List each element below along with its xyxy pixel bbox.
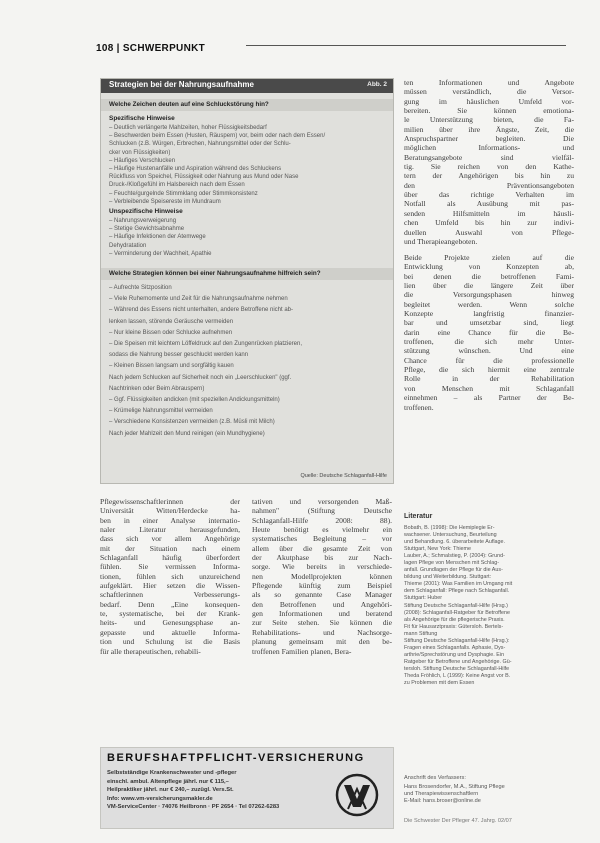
body-text-line: chen Umfeld bis hin zur indivi- — [404, 218, 574, 228]
strategy-item: lenken lassen, störende Geräusche vermeiden — [109, 318, 234, 325]
box-question-2-text: Welche Strategien können bei einer Nahrungsaufnahme hilfreich sein? — [109, 270, 321, 277]
literature-entry-line: Thieme (2001): Was Familien im Umgang mit — [404, 581, 513, 588]
strategy-item: Nach jeder Mahlzeit den Mund reinigen (ein Mundhygiene) — [109, 430, 265, 437]
body-text-line: möglichen Informations- und — [404, 143, 574, 153]
unspecific-hint-item: – Verminderung der Wachheit, Apathie — [109, 250, 212, 257]
body-text-line: bei denen die betroffenen Fami- — [404, 271, 574, 281]
strategy-item: – Die Speisen mit leichtem Löffeldruck auf den Zungenrücken platzieren, — [109, 341, 302, 347]
body-text-line: gepasste und aktuelle Informa- — [100, 627, 240, 637]
literature-title: Literatur — [404, 513, 433, 520]
info-box — [100, 78, 394, 484]
body-text-line: Beide Projekte zielen auf die — [404, 253, 574, 262]
right-column-text-2 — [404, 253, 574, 412]
strategy-item: – Kleinen Bissen langsam und sorgfältig kauen — [109, 363, 234, 370]
body-text-line: duellen Auswahl von Pflege- — [404, 227, 574, 237]
body-text-line: te, systematische, bei der Krank- — [100, 609, 240, 619]
specific-hint-item: – Beschwerden beim Essen (Husten, Räuspern) vor, beim oder nach dem Essen/ — [109, 133, 326, 140]
strategy-item: – Ggf. Flüssigkeiten andicken (mit speziellen Andickungsmitteln) — [109, 397, 280, 403]
body-text-line: den Präventionsangeboten — [404, 180, 574, 190]
strategy-item: – Aufrechte Sitzposition — [109, 285, 172, 291]
body-text-line: sorge. Wie bereits in verschiede- — [252, 562, 392, 572]
body-text-line: troffenen. — [404, 402, 434, 412]
body-text-line: Pflege, die sich hiermit eine zentrale — [404, 365, 574, 375]
literature-entry-line: Bobath, B. (1998): Die Hemiplegie Er- — [404, 525, 495, 531]
literature-entry-line: bildung und Weiterbildung. Stuttgart: — [404, 574, 492, 581]
body-text-line: tern der Angehörigen bis hin zu — [404, 171, 574, 181]
body-text-line: nahmen" (Stiftung Deutsche — [252, 506, 392, 516]
body-text-line: tion und Schulung ist die Basis — [100, 637, 240, 647]
body-text-line: aufgeklärt. Hier setzen die Wissen- — [100, 581, 240, 591]
ad-title: BERUFSHAFTPFLICHT-VERSICHERUNG — [107, 752, 365, 764]
literature-entry-line: Stuttgart: Huber — [404, 595, 443, 602]
body-text-line: über das richtige Verhalten im — [404, 190, 574, 200]
body-text-line: ten Informationen und Angebote — [404, 78, 574, 87]
body-text-line: tionen, fühlen sich unzureichend — [100, 571, 240, 581]
body-text-line: Universität Witten/Herdecke ha- — [100, 506, 240, 516]
specific-hint-item: – Häufiges Verschlucken — [109, 157, 176, 164]
body-text-line: die Versorgungsphasen hinweg — [404, 290, 574, 300]
specific-hint-item: – Feuchte/gurgelnde Stimmklang oder Stimmkonsistenz — [109, 190, 258, 197]
unspecific-hints-title: Unspezifische Hinweise — [109, 208, 183, 215]
body-text-line: mit der Situation nach einem — [100, 543, 240, 553]
body-text-line: Schlaganfall häufig überfordert — [100, 553, 240, 563]
left-column-text — [100, 497, 240, 656]
literature-entry-line: und Behandlung. 6. überarbeitete Auflage. — [404, 539, 506, 546]
strategy-item: – Nur kleine Bissen oder Schlucke aufnehmen — [109, 329, 233, 336]
literature-entry-line: dem Schlaganfall: Pflege nach Schlaganfall. — [404, 588, 510, 595]
unspecific-hint-item: – Nahrungsverweigerung — [109, 218, 177, 224]
literature-entry-line: Fragen eines Schlaganfalls. Aphasie, Dys- — [404, 644, 506, 651]
body-text-line: naler Literatur herausgefunden, — [100, 525, 240, 535]
body-text-line: systematisches Begleitung – vor — [252, 534, 392, 544]
body-text-line: dass sich vor allem Angehörige — [100, 534, 240, 544]
body-text-line: von Menschen mit Schlaganfall — [404, 383, 574, 393]
body-text-line: Notfall als Ausübung mit pas- — [404, 199, 574, 209]
unspecific-hint-item: – Häufige Infektionen der Atemwege — [109, 234, 206, 241]
specific-hint-item: Druck-/Kloßgefühl im Halsbereich nach dem Essen — [109, 182, 245, 189]
body-text-line: tativen und versorgenden Maß- — [252, 497, 392, 506]
specific-hint-item: Rückfluss von Speichel, Flüssigkeit oder Nahrung aus Mund oder Nase — [109, 174, 299, 181]
body-text-line: milien über ihre Ängste, Zeit, die — [404, 124, 574, 134]
vm-logo-icon — [335, 769, 379, 821]
body-text-line: Konzepte langfristig finanzier- — [404, 309, 574, 319]
strategy-item: – Krümelige Nahrungsmittel vermeiden — [109, 408, 213, 415]
unspecific-hint-item: Dehydratation — [109, 242, 147, 249]
page-footer: Die Schwester Der Pfleger 47. Jahrg. 02/07 — [404, 818, 512, 824]
header-rule — [246, 45, 566, 46]
author-name: Hans Brosendorfer, M.A., Stiftung Pflege — [404, 784, 505, 790]
body-text-line: Rolle in der Rehabilitation — [404, 374, 574, 384]
author-affiliation: und Therapiewissenschaftlern — [404, 791, 479, 797]
body-text-line: Rehabilitations- und Nachsorge- — [252, 627, 392, 637]
ad-text-line: VM-ServiceCenter · 74076 Heilbronn · PF 2654 · Tel 07262-6283 — [107, 804, 280, 810]
strategy-item: – Während des Essens nicht unterhalten, andere Betroffene nicht ab- — [109, 307, 294, 314]
body-text-line: allem über die gesamte Zeit von — [252, 543, 392, 553]
page-header — [96, 38, 566, 52]
strategy-item: sodass die Nahrung besser geschluckt werden kann — [109, 352, 249, 359]
strategy-item: – Verschiedene Konsistenzen vermeiden (z.B. Müsli mit Milch) — [109, 419, 275, 426]
body-text-line: und Therapieangeboten. — [404, 236, 478, 246]
body-text-line: le Unterstützung bieten, die Fa- — [404, 115, 574, 125]
ad-text-line: Info: www.vm-versicherungsmakler.de — [107, 795, 213, 802]
body-text-line: für alle therapeutischen, rehabili- — [100, 646, 201, 656]
box-source: Quelle: Deutsche Schlaganfall-Hilfe — [300, 473, 387, 479]
strategy-item: – Viele Ruhemomente und Zeit für die Nahrungsaufnahme nehmen — [109, 296, 288, 303]
body-text-line: einnehmen – als Partner der Be- — [404, 393, 574, 403]
body-text-line: bedarf. Denn „Eine konsequen- — [100, 599, 240, 609]
literature-entry-line: zu Problemen mit dem Essen — [404, 680, 475, 687]
box-question-1 — [101, 99, 393, 111]
literature-entry-line: mann Stiftung — [404, 630, 438, 637]
body-text-line: gung im häuslichen Umfeld vor- — [404, 96, 574, 106]
literature-entry-line: Stuttgart, New York: Thieme — [404, 546, 472, 553]
box-question-1-text: Welche Zeichen deuten auf eine Schluckstörung hin? — [109, 101, 269, 108]
literature-entry-line: Fit für Hausarztpraxis: Gütersloh. Bertels- — [404, 623, 504, 630]
specific-hint-item: cker von Flüssigkeiten) — [109, 149, 171, 156]
middle-column-text — [252, 497, 392, 656]
literature-entry-line: als Angehörige für die pflegerische Praxis. — [404, 616, 505, 623]
specific-hint-item: – Verbleibende Speisereste im Mundraum — [109, 198, 221, 205]
box-figure-label: Abb. 2 — [367, 81, 387, 88]
strategy-item: Nach jedem Schlucken auf Sicherheit noch ein „Leerschlucken" (ggf. — [109, 374, 292, 381]
body-text-line: Anspruchspartner begleiten. Die — [404, 134, 574, 144]
advertisement — [100, 747, 394, 829]
body-text-line: ben in einer Analyse internatio- — [100, 515, 240, 525]
body-text-line: stützung wünschen. Und eine — [404, 346, 574, 356]
specific-hint-item: – Deutlich verlängerte Mahlzeiten, hoher Flüssigkeitsbedarf — [109, 125, 267, 131]
body-text-line: planung gemeinsam mit den be- — [252, 637, 392, 647]
ad-text-line: Heilpraktiker jährl. nur € 240,– zuzügl. Vers.St. — [107, 787, 234, 793]
author-email: E-Mail: hans.broser@online.de — [404, 798, 481, 804]
right-column-text-1 — [404, 78, 574, 246]
specific-hints-title: Spezifische Hinweise — [109, 115, 175, 122]
body-text-line: bereiten. Sie können emotiona- — [404, 106, 574, 116]
body-text-line: darin eine Chance für die Be- — [404, 327, 574, 337]
body-text-line: schaftlerinnen Verbesserungs- — [100, 590, 240, 600]
author-note-title: Anschrift des Verfassers: — [404, 775, 466, 781]
body-text-line: bar und umsetzbar sind, liegt — [404, 318, 574, 328]
body-text-line: gen Informationen und beratend — [252, 609, 392, 619]
body-text-line: der Akutphase bis zur Nach- — [252, 553, 392, 563]
body-text-line: tig. Sie reichen von den Kathe- — [404, 162, 574, 172]
box-question-2 — [101, 268, 393, 280]
header-title: 108 | SCHWERPUNKT — [96, 43, 206, 54]
ad-text-line: einschl. ambul. Altenpflege jährl. nur € 115,– — [107, 778, 229, 785]
literature-entry-line: Stiftung Deutsche Schlaganfall-Hilfe (Hrsg.): — [404, 637, 510, 644]
body-text-line: begleitet werden. Wenn solche — [404, 299, 574, 309]
box-title-bar — [101, 79, 393, 93]
literature-entry-line: Theda Fröhlich, L (1999): Keine Angst vor B. — [404, 672, 511, 679]
body-text-line: zur Seite stehen. Sie können die — [252, 618, 392, 628]
body-text-line: nen Modellprojekten können — [252, 571, 392, 581]
literature-entry-line: lagen Pflege von Menschen mit Schlag- — [404, 560, 499, 567]
box-title: Strategien bei der Nahrungsaufnahme — [109, 80, 254, 89]
body-text-line: Beratungsangebote sind vielfäl- — [404, 152, 574, 162]
body-text-line: Heute benötigt es vielmehr ein — [252, 525, 392, 535]
body-text-line: Entwicklung von Konzepten ab, — [404, 262, 574, 272]
body-text-line: Chance für die professionelle — [404, 355, 574, 365]
body-text-line: als so genannte Case Manager — [252, 590, 392, 600]
body-text-line: den Betroffenen und Angehöri- — [252, 599, 392, 609]
literature-entry-line: Stiftung Deutsche Schlaganfall-Hilfe (Hrsg.) — [404, 602, 508, 609]
body-text-line: senden Hilfsmitteln im häusli- — [404, 208, 574, 218]
body-text-line: heits- und Genesungsphase an- — [100, 618, 240, 628]
body-text-line: Pflegende künftig zum Beispiel — [252, 581, 392, 591]
literature-entry-line: Ratgeber für Betroffene und Angehörige. Gü- — [404, 658, 512, 665]
body-text-line: müssen verständlich, die Versor- — [404, 87, 574, 97]
unspecific-hint-item: – Stetige Gewichtsabnahme — [109, 226, 185, 233]
body-text-line: Schlaganfall-Hilfe 2008: 88). — [252, 515, 392, 525]
literature-entry-line: Lauber, A.; Schmalstieg, P. (2004): Grund- — [404, 553, 505, 560]
literature-entry-line: arthrie/Sprechstörung und Dysphagie. Ein — [404, 651, 505, 658]
literature-entry-line: tersloh. Stiftung Deutsche Schlaganfall-Hilfe — [404, 665, 510, 672]
specific-hint-item: Schlucken (z.B. Würgen, Erbrechen, Nahrungsmittel oder der Schlu- — [109, 141, 291, 148]
body-text-line: troffenen, die sich mehr Unter- — [404, 337, 574, 347]
body-text-line: troffenen Familien planen, Bera- — [252, 646, 352, 656]
specific-hint-item: – Häufige Hustenanfälle und Aspiration während des Schluckens — [109, 166, 282, 172]
strategy-item: Nachtrinken oder Beim Abrauspern) — [109, 385, 205, 392]
body-text-line: fühlen. Sie vermissen Informa- — [100, 562, 240, 572]
literature-entry-line: (2008): Schlaganfall-Ratgeber für Betroffene — [404, 609, 510, 616]
literature-entry-line: wachsener. Untersuchung, Beurteilung — [404, 532, 497, 539]
ad-text-line: Selbstständige Krankenschwester und -pfleger — [107, 770, 237, 776]
body-text-line: Pflegewissenschaftlerinnen der — [100, 497, 240, 506]
literature-list — [404, 525, 574, 687]
body-text-line: lien über die längere Zeit über — [404, 281, 574, 291]
literature-entry-line: anfall. Grundlagen der Pflege für die Aus- — [404, 567, 503, 574]
